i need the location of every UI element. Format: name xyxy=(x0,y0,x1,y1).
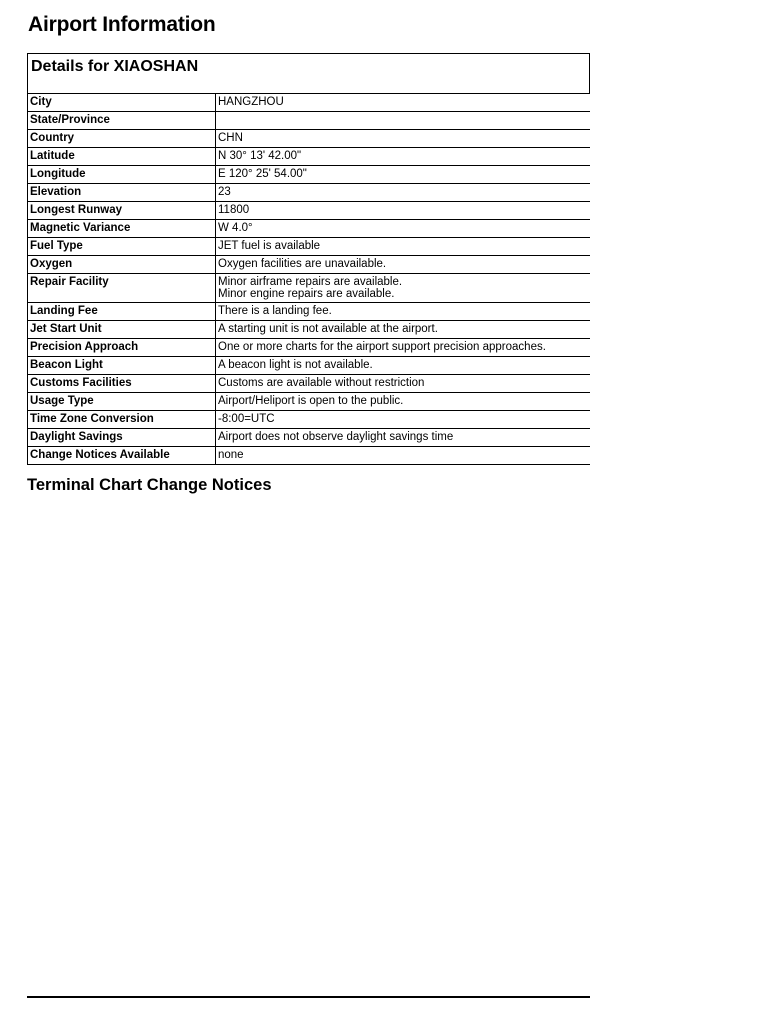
table-row xyxy=(28,256,591,274)
value-line: HANGZHOU xyxy=(218,96,284,108)
airport-details-section xyxy=(27,53,590,465)
row-value xyxy=(216,166,591,184)
value-line: 23 xyxy=(218,186,231,198)
table-row xyxy=(28,375,591,393)
value-line: A beacon light is not available. xyxy=(218,359,373,371)
table-row xyxy=(28,339,591,357)
row-value xyxy=(216,375,591,393)
row-label: Change Notices Available xyxy=(28,447,216,465)
row-label: Beacon Light xyxy=(28,357,216,375)
table-row xyxy=(28,429,591,447)
details-table-body xyxy=(28,94,591,465)
table-row xyxy=(28,220,591,238)
value-line: W 4.0° xyxy=(218,222,253,234)
page-title: Airport Information xyxy=(28,13,216,36)
bottom-divider xyxy=(27,996,590,998)
value-line: -8:00=UTC xyxy=(218,413,275,425)
value-line: E 120° 25' 54.00" xyxy=(218,168,307,180)
value-line: 11800 xyxy=(218,204,250,216)
table-row xyxy=(28,112,591,130)
change-notices-heading: Terminal Chart Change Notices xyxy=(27,476,272,494)
row-value xyxy=(216,303,591,321)
value-line: JET fuel is available xyxy=(218,240,321,252)
value-line: A starting unit is not available at the airport. xyxy=(218,323,438,335)
row-label: Daylight Savings xyxy=(28,429,216,447)
row-label: Time Zone Conversion xyxy=(28,411,216,429)
table-row xyxy=(28,238,591,256)
row-label: Oxygen xyxy=(28,256,216,274)
row-value xyxy=(216,321,591,339)
airport-details-table xyxy=(27,93,590,465)
row-label: Repair Facility xyxy=(28,274,216,303)
row-label: Country xyxy=(28,130,216,148)
row-value xyxy=(216,184,591,202)
row-label: Latitude xyxy=(28,148,216,166)
table-row xyxy=(28,130,591,148)
details-header xyxy=(27,53,590,93)
row-value xyxy=(216,220,591,238)
row-value xyxy=(216,202,591,220)
row-value xyxy=(216,447,591,465)
row-value xyxy=(216,256,591,274)
table-row xyxy=(28,447,591,465)
row-value xyxy=(216,393,591,411)
table-row xyxy=(28,94,591,112)
value-line: There is a landing fee. xyxy=(218,305,332,317)
value-line: One or more charts for the airport support precision approaches. xyxy=(218,341,546,353)
table-row xyxy=(28,148,591,166)
row-value xyxy=(216,238,591,256)
table-row xyxy=(28,411,591,429)
row-label: City xyxy=(28,94,216,112)
value-line: Airport/Heliport is open to the public. xyxy=(218,395,404,407)
row-value xyxy=(216,112,591,130)
table-row xyxy=(28,303,591,321)
value-line: none xyxy=(218,449,244,461)
value-line: Minor engine repairs are available. xyxy=(218,288,395,300)
row-label: Elevation xyxy=(28,184,216,202)
row-label: Customs Facilities xyxy=(28,375,216,393)
row-label: State/Province xyxy=(28,112,216,130)
value-line: Minor airframe repairs are available. xyxy=(218,276,403,288)
table-row xyxy=(28,166,591,184)
table-row xyxy=(28,274,591,303)
row-label: Magnetic Variance xyxy=(28,220,216,238)
table-row xyxy=(28,184,591,202)
row-value xyxy=(216,411,591,429)
value-line: Oxygen facilities are unavailable. xyxy=(218,258,387,270)
row-value xyxy=(216,130,591,148)
value-line: CHN xyxy=(218,132,243,144)
row-label: Precision Approach xyxy=(28,339,216,357)
table-row xyxy=(28,202,591,220)
row-label: Landing Fee xyxy=(28,303,216,321)
row-value xyxy=(216,274,591,303)
row-label: Fuel Type xyxy=(28,238,216,256)
value-line: Customs are available without restriction xyxy=(218,377,425,389)
table-row xyxy=(28,357,591,375)
row-value xyxy=(216,429,591,447)
value-line: Airport does not observe daylight savings time xyxy=(218,431,454,443)
row-label: Usage Type xyxy=(28,393,216,411)
table-row xyxy=(28,321,591,339)
details-heading: Details for XIAOSHAN xyxy=(31,58,199,75)
row-value xyxy=(216,339,591,357)
row-value xyxy=(216,148,591,166)
value-line: N 30° 13' 42.00" xyxy=(218,150,302,162)
row-label: Longest Runway xyxy=(28,202,216,220)
table-row xyxy=(28,393,591,411)
row-label: Longitude xyxy=(28,166,216,184)
row-label: Jet Start Unit xyxy=(28,321,216,339)
row-value xyxy=(216,94,591,112)
row-value xyxy=(216,357,591,375)
